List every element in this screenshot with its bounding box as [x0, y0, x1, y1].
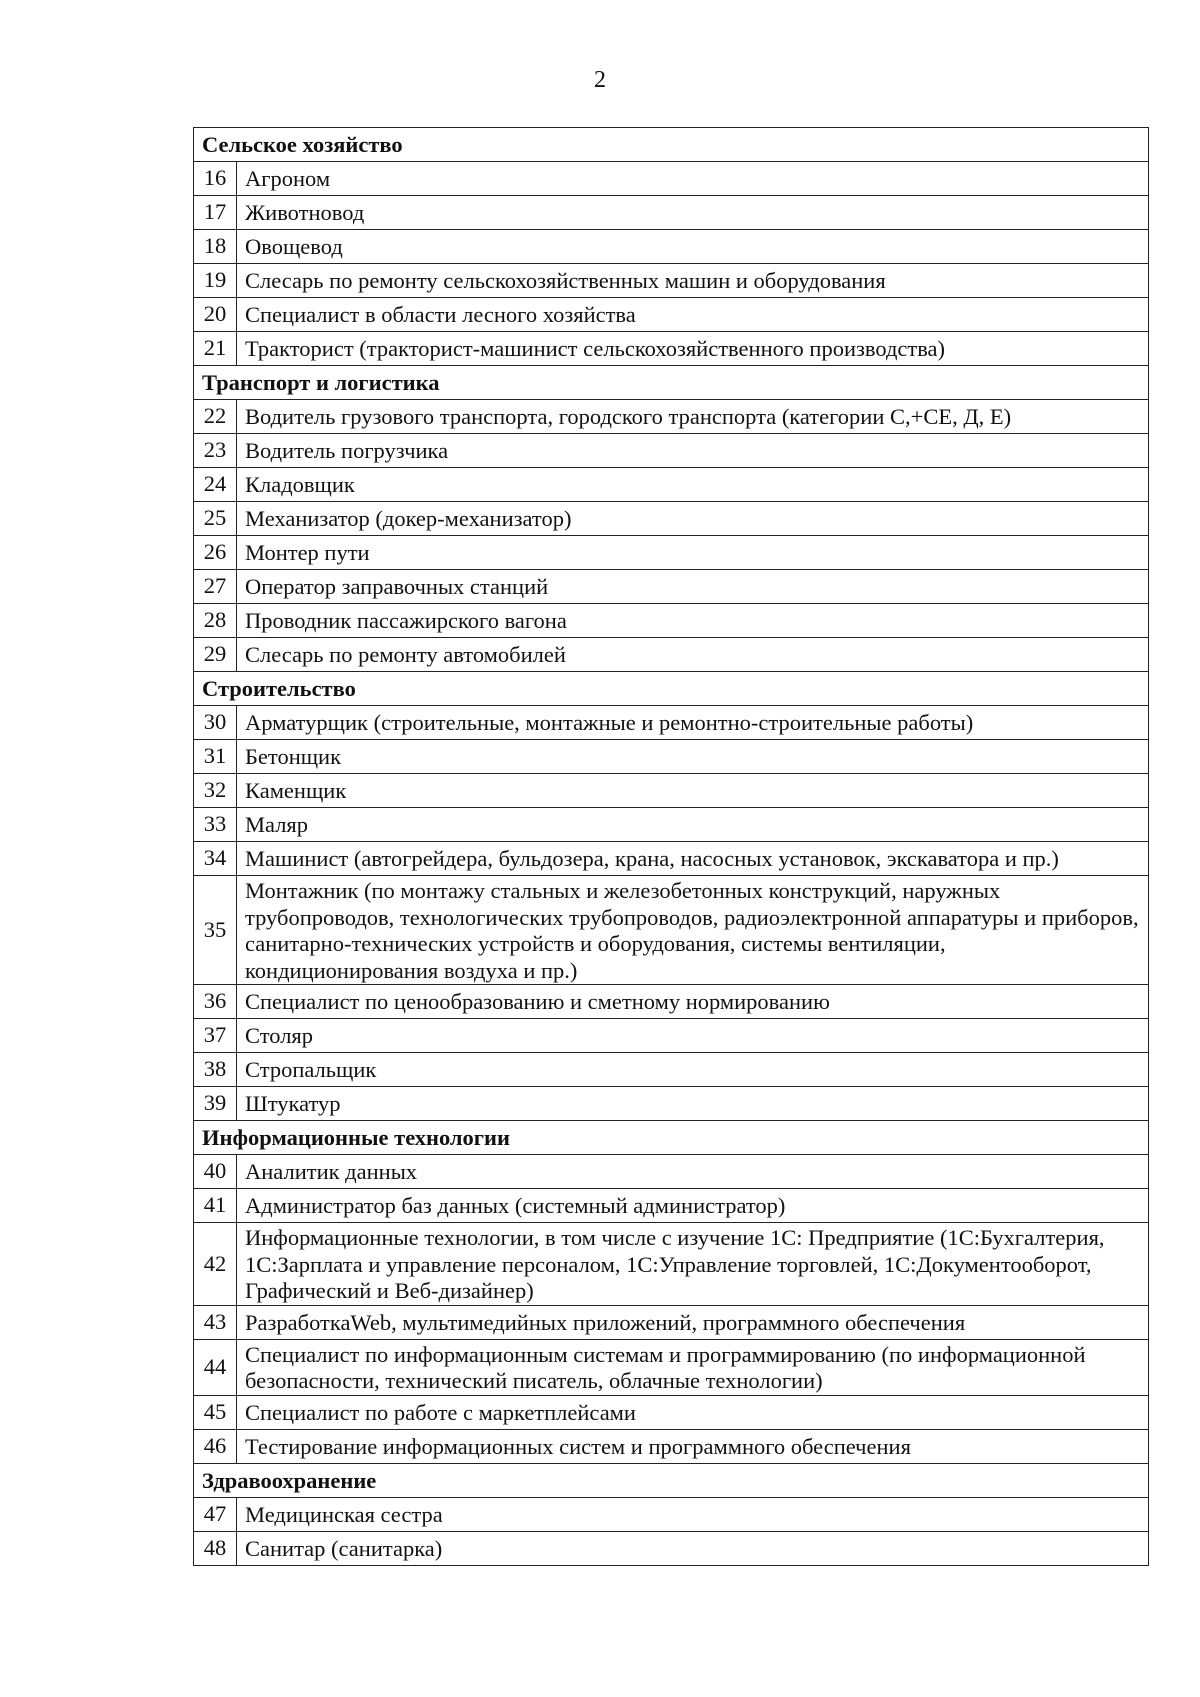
table-row	[194, 1531, 1149, 1565]
row-number: 37	[194, 1019, 237, 1053]
table-row	[194, 332, 1149, 366]
row-number: 36	[194, 985, 237, 1019]
row-number: 27	[194, 570, 237, 604]
section-title: Информационные технологии	[194, 1121, 1149, 1155]
profession-name: Штукатур	[237, 1087, 1149, 1121]
section-title: Транспорт и логистика	[194, 366, 1149, 400]
row-number: 28	[194, 604, 237, 638]
profession-name: Специалист по работе с маркетплейсами	[237, 1395, 1149, 1429]
row-number: 34	[194, 842, 237, 876]
profession-name: Овощевод	[237, 230, 1149, 264]
professions-table-body	[194, 128, 1149, 1566]
row-number: 41	[194, 1189, 237, 1223]
section-header-row	[194, 672, 1149, 706]
table-row	[194, 1305, 1149, 1339]
profession-name: Слесарь по ремонту сельскохозяйственных машин и оборудования	[237, 264, 1149, 298]
row-number: 22	[194, 400, 237, 434]
table-row	[194, 1223, 1149, 1306]
row-number: 43	[194, 1305, 237, 1339]
row-number: 30	[194, 706, 237, 740]
row-number: 39	[194, 1087, 237, 1121]
row-number: 17	[194, 196, 237, 230]
row-number: 18	[194, 230, 237, 264]
table-row	[194, 264, 1149, 298]
table-row	[194, 808, 1149, 842]
section-title: Строительство	[194, 672, 1149, 706]
table-row	[194, 1189, 1149, 1223]
row-number: 38	[194, 1053, 237, 1087]
row-number: 45	[194, 1395, 237, 1429]
profession-name: Монтер пути	[237, 536, 1149, 570]
profession-name: Кладовщик	[237, 468, 1149, 502]
row-number: 23	[194, 434, 237, 468]
profession-name: Администратор баз данных (системный администратор)	[237, 1189, 1149, 1223]
table-row	[194, 1429, 1149, 1463]
table-row	[194, 1053, 1149, 1087]
professions-table	[193, 127, 1149, 1566]
row-number: 40	[194, 1155, 237, 1189]
row-number: 26	[194, 536, 237, 570]
table-row	[194, 468, 1149, 502]
table-row	[194, 298, 1149, 332]
profession-name: Агроном	[237, 162, 1149, 196]
row-number: 29	[194, 638, 237, 672]
table-row	[194, 400, 1149, 434]
profession-name: Каменщик	[237, 774, 1149, 808]
section-header-row	[194, 366, 1149, 400]
table-row	[194, 196, 1149, 230]
row-number: 42	[194, 1223, 237, 1306]
row-number: 44	[194, 1339, 237, 1395]
profession-name: Тракторист (тракторист-машинист сельскохозяйственного производства)	[237, 332, 1149, 366]
page-number: 2	[594, 67, 606, 93]
profession-name: Специалист в области лесного хозяйства	[237, 298, 1149, 332]
profession-name: Столяр	[237, 1019, 1149, 1053]
profession-name: Санитар (санитарка)	[237, 1531, 1149, 1565]
row-number: 20	[194, 298, 237, 332]
table-row	[194, 842, 1149, 876]
row-number: 25	[194, 502, 237, 536]
profession-name: Животновод	[237, 196, 1149, 230]
row-number: 48	[194, 1531, 237, 1565]
profession-name: Машинист (автогрейдера, бульдозера, крана, насосных установок, экскаватора и пр.)	[237, 842, 1149, 876]
table-row	[194, 1339, 1149, 1395]
section-title: Здравоохранение	[194, 1463, 1149, 1497]
row-number: 16	[194, 162, 237, 196]
profession-name: Аналитик данных	[237, 1155, 1149, 1189]
table-row	[194, 876, 1149, 985]
table-row	[194, 774, 1149, 808]
table-row	[194, 162, 1149, 196]
section-header-row	[194, 128, 1149, 162]
row-number: 35	[194, 876, 237, 985]
profession-name: Тестирование информационных систем и программного обеспечения	[237, 1429, 1149, 1463]
profession-name: Арматурщик (строительные, монтажные и ремонтно-строительные работы)	[237, 706, 1149, 740]
table-row	[194, 1155, 1149, 1189]
profession-name: РазработкаWeb, мультимедийных приложений, программного обеспечения	[237, 1305, 1149, 1339]
table-row	[194, 502, 1149, 536]
profession-name: Механизатор (докер-механизатор)	[237, 502, 1149, 536]
table-row	[194, 1019, 1149, 1053]
profession-name: Медицинская сестра	[237, 1497, 1149, 1531]
row-number: 33	[194, 808, 237, 842]
table-row	[194, 740, 1149, 774]
profession-name: Водитель грузового транспорта, городского транспорта (категории С,+СЕ, Д, Е)	[237, 400, 1149, 434]
table-row	[194, 570, 1149, 604]
profession-name: Стропальщик	[237, 1053, 1149, 1087]
profession-name: Специалист по информационным системам и программированию (по информационной безопасности, технический писатель, облачные технологии)	[237, 1339, 1149, 1395]
profession-name: Маляр	[237, 808, 1149, 842]
table-row	[194, 1395, 1149, 1429]
profession-name: Проводник пассажирского вагона	[237, 604, 1149, 638]
row-number: 47	[194, 1497, 237, 1531]
table-row	[194, 1497, 1149, 1531]
profession-name: Монтажник (по монтажу стальных и железобетонных конструкций, наружных трубопроводов, технологических трубопроводов, радиоэлектронной аппаратуры и приборов, санитарно-технических устройств и оборудования, системы вентиляции, кондиционирования воздуха и пр.)	[237, 876, 1149, 985]
table-row	[194, 434, 1149, 468]
section-title: Сельское хозяйство	[194, 128, 1149, 162]
row-number: 46	[194, 1429, 237, 1463]
profession-name: Оператор заправочных станций	[237, 570, 1149, 604]
row-number: 21	[194, 332, 237, 366]
row-number: 19	[194, 264, 237, 298]
profession-name: Водитель погрузчика	[237, 434, 1149, 468]
table-row	[194, 604, 1149, 638]
profession-name: Слесарь по ремонту автомобилей	[237, 638, 1149, 672]
profession-name: Специалист по ценообразованию и сметному нормированию	[237, 985, 1149, 1019]
section-header-row	[194, 1463, 1149, 1497]
profession-name: Бетонщик	[237, 740, 1149, 774]
table-row	[194, 230, 1149, 264]
table-row	[194, 1087, 1149, 1121]
section-header-row	[194, 1121, 1149, 1155]
table-row	[194, 985, 1149, 1019]
row-number: 31	[194, 740, 237, 774]
table-row	[194, 706, 1149, 740]
profession-name: Информационные технологии, в том числе с изучение 1С: Предприятие (1С:Бухгалтерия, 1С:Зарплата и управление персоналом, 1С:Управление торговлей, 1С:Документооборот, Графический и Веб-дизайнер)	[237, 1223, 1149, 1306]
row-number: 24	[194, 468, 237, 502]
row-number: 32	[194, 774, 237, 808]
table-row	[194, 638, 1149, 672]
table-row	[194, 536, 1149, 570]
